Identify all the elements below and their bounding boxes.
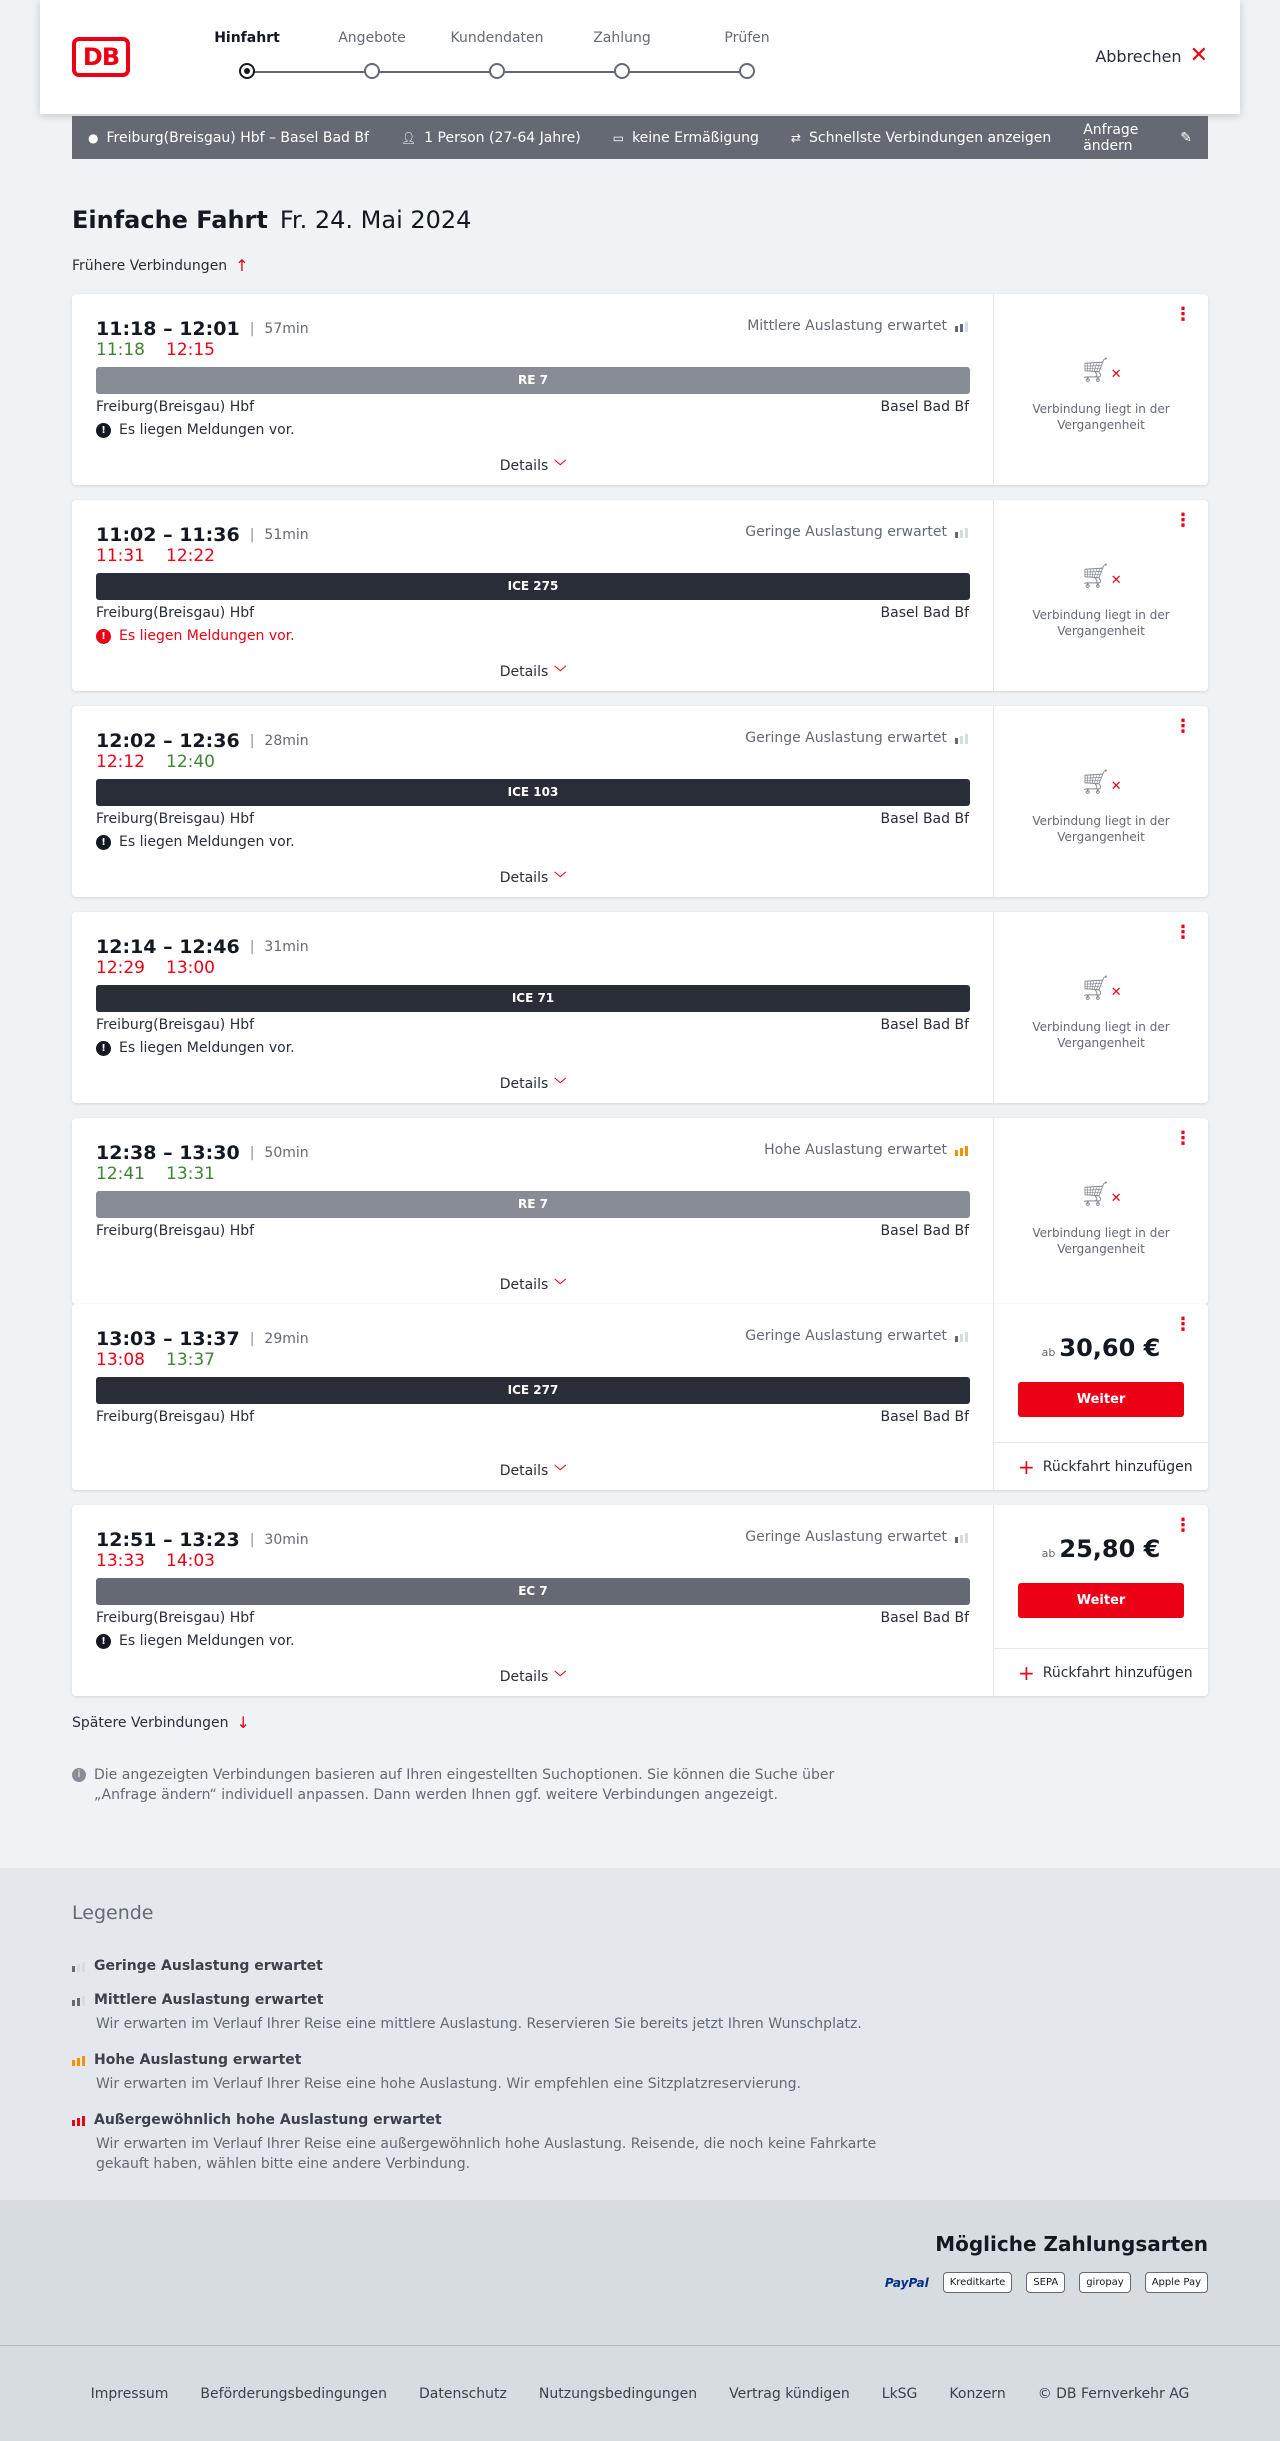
past-connection-notice bbox=[994, 974, 1208, 1051]
payment-icons bbox=[885, 2272, 1208, 2293]
discount-summary bbox=[613, 130, 759, 146]
legend-description: Wir erwarten im Verlauf Ihrer Reise eine mittlere Auslastung. Reservieren Sie bereits jetzt Ihren Wunschplatz. bbox=[96, 2016, 862, 2032]
realtime-departure: 13:08 bbox=[96, 1350, 145, 1370]
scheduled-times: 12:51 – 13:23 bbox=[96, 1529, 240, 1551]
duration: 28min bbox=[264, 733, 309, 749]
plus-icon: + bbox=[1018, 1454, 1035, 1479]
details-label: Details bbox=[499, 1075, 549, 1092]
person-icon: 👤︎ bbox=[400, 130, 417, 145]
realtime-arrival: 13:31 bbox=[166, 1164, 215, 1184]
arrival-station: Basel Bad Bf bbox=[880, 1610, 969, 1626]
cancel-button[interactable] bbox=[1095, 43, 1208, 68]
legend-title-text: Außergewöhnlich hohe Auslastung erwartet bbox=[94, 2112, 442, 2128]
step-dot bbox=[364, 63, 380, 79]
past-text: Verbindung liegt in der Vergangenheit bbox=[1032, 608, 1170, 638]
details-label: Details bbox=[499, 457, 549, 474]
edit-request-label: Anfrage ändern bbox=[1083, 121, 1139, 154]
price-value: 25,80 € bbox=[1059, 1535, 1161, 1563]
occupancy-text: Geringe Auslastung erwartet bbox=[745, 1529, 947, 1545]
separator: | bbox=[249, 1532, 255, 1548]
cart-unavailable-icon: 🛒︎✕ bbox=[1080, 1180, 1122, 1208]
cart-unavailable-icon: 🛒︎✕ bbox=[1080, 562, 1122, 590]
top-header bbox=[40, 0, 1240, 114]
price bbox=[994, 1535, 1208, 1563]
plus-icon: + bbox=[1018, 1660, 1035, 1685]
details-toggle[interactable] bbox=[72, 1075, 994, 1092]
arrow-up-icon: ↑ bbox=[235, 256, 249, 275]
occupancy-icon bbox=[72, 2114, 86, 2126]
footer-link-befoerderungsbedingungen[interactable]: Beförderungsbedingungen bbox=[200, 2386, 387, 2402]
apple-pay-icon: Apple Pay bbox=[1145, 2272, 1208, 2293]
connection-card bbox=[72, 1118, 1208, 1304]
realtime-arrival: 13:00 bbox=[166, 958, 215, 978]
info-icon: i bbox=[72, 1768, 86, 1782]
connection-details bbox=[72, 294, 994, 485]
message-text: Es liegen Meldungen vor. bbox=[119, 1633, 295, 1649]
occupancy-text: Geringe Auslastung erwartet bbox=[745, 730, 947, 746]
message-text: Es liegen Meldungen vor. bbox=[119, 834, 295, 850]
fastest-summary bbox=[791, 130, 1051, 146]
train-bar[interactable]: ICE 71 bbox=[96, 985, 970, 1012]
offer-panel bbox=[994, 1118, 1208, 1304]
step-kundendaten bbox=[432, 28, 562, 79]
arrival-station: Basel Bad Bf bbox=[880, 1409, 969, 1425]
step-angebote bbox=[307, 28, 437, 79]
persons-summary bbox=[401, 130, 581, 146]
legend-item-title bbox=[72, 2052, 892, 2068]
message-text: Es liegen Meldungen vor. bbox=[119, 1040, 295, 1056]
more-options-icon[interactable]: ⋮ bbox=[1174, 922, 1192, 943]
step-label: Kundendaten bbox=[450, 30, 544, 46]
occupancy-text: Geringe Auslastung erwartet bbox=[745, 524, 947, 540]
departure-station: Freiburg(Breisgau) Hbf bbox=[96, 399, 255, 415]
past-connection-notice bbox=[994, 1180, 1208, 1257]
search-info-note bbox=[72, 1765, 852, 1805]
scheduled-times: 12:14 – 12:46 bbox=[96, 936, 240, 958]
message-text: Es liegen Meldungen vor. bbox=[119, 422, 295, 438]
paypal-icon: PayPal bbox=[884, 2275, 929, 2290]
legend-item bbox=[72, 2052, 892, 2094]
more-options-icon[interactable]: ⋮ bbox=[1174, 1314, 1192, 1335]
offer-panel bbox=[994, 1505, 1208, 1696]
realtime-times bbox=[96, 340, 215, 360]
departure-station: Freiburg(Breisgau) Hbf bbox=[96, 605, 255, 621]
realtime-times bbox=[96, 1164, 215, 1184]
connection-card bbox=[72, 294, 1208, 485]
details-label: Details bbox=[499, 869, 549, 886]
progress-stepper bbox=[182, 28, 770, 88]
later-connections-link[interactable] bbox=[72, 1713, 250, 1732]
duration: 50min bbox=[264, 1145, 309, 1161]
offer-panel bbox=[994, 500, 1208, 691]
more-options-icon[interactable]: ⋮ bbox=[1174, 304, 1192, 325]
realtime-times bbox=[96, 546, 215, 566]
footer bbox=[0, 2345, 1280, 2441]
alert-icon: ! bbox=[96, 1041, 111, 1056]
footer-link-lksg[interactable]: LkSG bbox=[881, 2386, 918, 2402]
edit-request-button[interactable] bbox=[1083, 122, 1192, 154]
message-text: Es liegen Meldungen vor. bbox=[119, 628, 295, 644]
occupancy-icon bbox=[955, 1531, 969, 1543]
details-toggle[interactable] bbox=[72, 869, 994, 886]
earlier-connections-link[interactable] bbox=[72, 256, 249, 275]
realtime-departure: 12:41 bbox=[96, 1164, 145, 1184]
duration: 51min bbox=[264, 527, 309, 543]
more-options-icon[interactable]: ⋮ bbox=[1174, 510, 1192, 531]
train-bar[interactable]: ICE 103 bbox=[96, 779, 970, 806]
add-return-trip-button[interactable] bbox=[994, 1648, 1208, 1696]
separator: | bbox=[249, 1331, 255, 1347]
connection-card bbox=[72, 706, 1208, 897]
chevron-down-icon: ﹀ bbox=[554, 1278, 567, 1292]
train-bar[interactable]: RE 7 bbox=[96, 1191, 970, 1218]
arrow-down-icon: ↓ bbox=[236, 1713, 250, 1732]
realtime-departure: 11:18 bbox=[96, 340, 145, 360]
realtime-times bbox=[96, 958, 215, 978]
occupancy-text: Mittlere Auslastung erwartet bbox=[747, 318, 947, 334]
step-label: Prüfen bbox=[724, 30, 770, 46]
sepa-icon: SEPA bbox=[1026, 2272, 1065, 2293]
realtime-departure: 11:31 bbox=[96, 546, 145, 566]
connection-details bbox=[72, 1118, 994, 1304]
offer-panel bbox=[994, 294, 1208, 485]
legend-title-text: Mittlere Auslastung erwartet bbox=[94, 1992, 324, 2008]
occupancy-icon bbox=[72, 1960, 86, 1972]
info-text: Die angezeigten Verbindungen basieren auf Ihren eingestellten Suchoptionen. Sie können die Suche über „Anfrage ändern“ individuell anpassen. Dann werden Ihnen ggf. weitere Verbindungen angezeigt. bbox=[94, 1767, 835, 1803]
duration: 29min bbox=[264, 1331, 309, 1347]
train-bar[interactable]: EC 7 bbox=[96, 1578, 970, 1605]
scheduled-times: 12:38 – 13:30 bbox=[96, 1142, 240, 1164]
occupancy-indicator bbox=[745, 730, 969, 746]
earlier-label: Frühere Verbindungen bbox=[72, 257, 228, 274]
separator: | bbox=[249, 527, 255, 543]
details-toggle[interactable] bbox=[72, 457, 994, 474]
message-notice bbox=[96, 1040, 295, 1056]
legend-item bbox=[72, 2112, 892, 2174]
occupancy-icon bbox=[955, 526, 969, 538]
connection-details bbox=[72, 1505, 994, 1696]
step-label: Zahlung bbox=[593, 30, 651, 46]
chevron-down-icon: ﹀ bbox=[554, 871, 567, 885]
past-connection-notice bbox=[994, 768, 1208, 845]
legend-item-title bbox=[72, 2112, 892, 2128]
separator: | bbox=[249, 733, 255, 749]
footer-link-vertrag-kuendigen[interactable]: Vertrag kündigen bbox=[729, 2386, 850, 2402]
step-label: Hinfahrt bbox=[214, 30, 280, 46]
occupancy-icon bbox=[72, 2054, 86, 2066]
train-bar[interactable]: RE 7 bbox=[96, 367, 970, 394]
past-text: Verbindung liegt in der Vergangenheit bbox=[1032, 1226, 1170, 1256]
alert-icon: ! bbox=[96, 835, 111, 850]
legend-item bbox=[72, 1992, 892, 2034]
duration: 57min bbox=[264, 321, 309, 337]
route-summary bbox=[88, 130, 369, 146]
message-notice bbox=[96, 834, 295, 850]
discount-text: keine Ermäßigung bbox=[632, 129, 759, 146]
footer-link-datenschutz[interactable]: Datenschutz bbox=[418, 2386, 507, 2402]
offer-panel bbox=[994, 912, 1208, 1103]
step-pruefen bbox=[682, 28, 812, 79]
duration: 30min bbox=[264, 1532, 309, 1548]
offer-panel bbox=[994, 706, 1208, 897]
add-return-trip-button[interactable] bbox=[994, 1442, 1208, 1490]
step-dot bbox=[739, 63, 755, 79]
chevron-down-icon: ﹀ bbox=[554, 1464, 567, 1478]
alert-icon: ! bbox=[96, 423, 111, 438]
more-options-icon[interactable]: ⋮ bbox=[1174, 1128, 1192, 1149]
cart-unavailable-icon: 🛒︎✕ bbox=[1080, 356, 1122, 384]
realtime-departure: 13:33 bbox=[96, 1551, 145, 1571]
legend-description: Wir erwarten im Verlauf Ihrer Reise eine außergewöhnlich hohe Auslastung. Reisende, die noch keine Fahrkarte gekauft haben, wählen bitte eine andere Verbindung. bbox=[96, 2136, 877, 2172]
cancel-label: Abbrechen bbox=[1095, 46, 1182, 66]
scheduled-times: 12:02 – 12:36 bbox=[96, 730, 240, 752]
arrival-station: Basel Bad Bf bbox=[880, 399, 969, 415]
continue-button[interactable]: Weiter bbox=[1018, 1382, 1184, 1417]
separator: | bbox=[249, 939, 255, 955]
connection-times bbox=[96, 1529, 309, 1551]
chevron-down-icon: ﹀ bbox=[554, 1077, 567, 1091]
occupancy-indicator bbox=[745, 1328, 969, 1344]
realtime-arrival: 13:37 bbox=[166, 1350, 215, 1370]
step-dot bbox=[614, 63, 630, 79]
departure-station: Freiburg(Breisgau) Hbf bbox=[96, 1610, 255, 1626]
price-value: 30,60 € bbox=[1059, 1334, 1161, 1362]
chevron-down-icon: ﹀ bbox=[554, 1670, 567, 1684]
departure-station: Freiburg(Breisgau) Hbf bbox=[96, 1223, 255, 1239]
step-label: Angebote bbox=[338, 30, 406, 46]
search-summary-bar bbox=[72, 116, 1208, 159]
connection-times bbox=[96, 1142, 309, 1164]
past-connection-notice bbox=[994, 356, 1208, 433]
footer-link-konzern[interactable]: Konzern bbox=[949, 2386, 1006, 2402]
departure-station: Freiburg(Breisgau) Hbf bbox=[96, 1017, 255, 1033]
legend-item bbox=[72, 1958, 892, 1974]
realtime-arrival: 12:40 bbox=[166, 752, 215, 772]
step-dot bbox=[239, 63, 255, 79]
connection-times bbox=[96, 936, 309, 958]
legend-item-title bbox=[72, 1958, 892, 1974]
cart-unavailable-icon: 🛒︎✕ bbox=[1080, 768, 1122, 796]
details-label: Details bbox=[499, 663, 549, 680]
separator: | bbox=[249, 321, 255, 337]
scheduled-times: 13:03 – 13:37 bbox=[96, 1328, 240, 1350]
separator: | bbox=[249, 1145, 255, 1161]
continue-button[interactable]: Weiter bbox=[1018, 1583, 1184, 1618]
occupancy-icon bbox=[955, 732, 969, 744]
details-toggle[interactable] bbox=[72, 1462, 994, 1479]
past-connection-notice bbox=[994, 562, 1208, 639]
add-return-label: Rückfahrt hinzufügen bbox=[1042, 1458, 1193, 1475]
details-toggle[interactable] bbox=[72, 1668, 994, 1685]
realtime-arrival: 12:22 bbox=[166, 546, 215, 566]
connection-details bbox=[72, 912, 994, 1103]
past-text: Verbindung liegt in der Vergangenheit bbox=[1032, 402, 1170, 432]
occupancy-indicator bbox=[745, 524, 969, 540]
offer-panel bbox=[994, 1304, 1208, 1490]
fastest-text: Schnellste Verbindungen anzeigen bbox=[808, 129, 1052, 146]
card-icon: ▭ bbox=[612, 130, 625, 145]
connection-details bbox=[72, 500, 994, 691]
later-label: Spätere Verbindungen bbox=[72, 1714, 229, 1731]
occupancy-icon bbox=[955, 1144, 969, 1156]
route-text: Freiburg(Breisgau) Hbf – Basel Bad Bf bbox=[106, 129, 369, 146]
connection-details bbox=[72, 706, 994, 897]
legend-item-title bbox=[72, 1992, 892, 2008]
legend-section bbox=[0, 1868, 1280, 2200]
message-notice bbox=[96, 422, 295, 438]
realtime-times bbox=[96, 1350, 215, 1370]
payment-title: Mögliche Zahlungsarten bbox=[935, 2232, 1208, 2256]
details-toggle[interactable] bbox=[72, 663, 994, 680]
footer-link-nutzungsbedingungen[interactable]: Nutzungsbedingungen bbox=[538, 2386, 698, 2402]
add-return-label: Rückfahrt hinzufügen bbox=[1042, 1664, 1193, 1681]
details-label: Details bbox=[499, 1276, 549, 1293]
legend-description: Wir erwarten im Verlauf Ihrer Reise eine hohe Auslastung. Wir empfehlen eine Sitzplatzreservierung. bbox=[96, 2076, 801, 2092]
connection-details bbox=[72, 1304, 994, 1490]
occupancy-indicator bbox=[745, 1529, 969, 1545]
chevron-down-icon: ﹀ bbox=[554, 665, 567, 679]
price-prefix: ab bbox=[1041, 1547, 1056, 1560]
departure-station: Freiburg(Breisgau) Hbf bbox=[96, 811, 255, 827]
legend-title-text: Hohe Auslastung erwartet bbox=[94, 2052, 302, 2068]
occupancy-icon bbox=[955, 320, 969, 332]
scheduled-times: 11:02 – 11:36 bbox=[96, 524, 240, 546]
location-pin-icon: ● bbox=[88, 130, 99, 145]
realtime-times bbox=[96, 752, 215, 772]
realtime-departure: 12:12 bbox=[96, 752, 145, 772]
persons-text: 1 Person (27-64 Jahre) bbox=[424, 129, 581, 146]
realtime-arrival: 12:15 bbox=[166, 340, 215, 360]
swap-arrows-icon: ⇄ bbox=[790, 130, 801, 145]
arrival-station: Basel Bad Bf bbox=[880, 1017, 969, 1033]
cart-unavailable-icon: 🛒︎✕ bbox=[1080, 974, 1122, 1002]
step-dot bbox=[489, 63, 505, 79]
arrival-station: Basel Bad Bf bbox=[880, 605, 969, 621]
realtime-arrival: 14:03 bbox=[166, 1551, 215, 1571]
occupancy-indicator bbox=[764, 1142, 969, 1158]
price-prefix: ab bbox=[1041, 1346, 1056, 1359]
connection-card bbox=[72, 1304, 1208, 1490]
message-notice bbox=[96, 628, 295, 644]
footer-links bbox=[0, 2386, 1280, 2402]
more-options-icon[interactable]: ⋮ bbox=[1174, 716, 1192, 737]
occupancy-indicator bbox=[747, 318, 969, 334]
connection-card bbox=[72, 1505, 1208, 1696]
past-text: Verbindung liegt in der Vergangenheit bbox=[1032, 1020, 1170, 1050]
step-zahlung bbox=[557, 28, 687, 79]
price bbox=[994, 1334, 1208, 1362]
alert-icon: ! bbox=[96, 629, 111, 644]
page-title bbox=[72, 206, 471, 234]
connection-card bbox=[72, 500, 1208, 691]
close-icon: ✕ bbox=[1189, 43, 1208, 68]
more-options-icon[interactable]: ⋮ bbox=[1174, 1515, 1192, 1536]
realtime-departure: 12:29 bbox=[96, 958, 145, 978]
past-text: Verbindung liegt in der Vergangenheit bbox=[1032, 814, 1170, 844]
footer-copyright: © DB Fernverkehr AG bbox=[1037, 2386, 1190, 2402]
trip-type: Einfache Fahrt bbox=[72, 206, 268, 234]
arrival-station: Basel Bad Bf bbox=[880, 811, 969, 827]
alert-icon: ! bbox=[96, 1634, 111, 1649]
occupancy-text: Geringe Auslastung erwartet bbox=[745, 1328, 947, 1344]
legend-title: Legende bbox=[72, 1902, 154, 1924]
connection-times bbox=[96, 1328, 309, 1350]
occupancy-icon bbox=[72, 1994, 86, 2006]
details-toggle[interactable] bbox=[72, 1276, 994, 1293]
duration: 31min bbox=[264, 939, 309, 955]
connection-times bbox=[96, 730, 309, 752]
connection-times bbox=[96, 524, 309, 546]
scheduled-times: 11:18 – 12:01 bbox=[96, 318, 240, 340]
pencil-icon: ✎ bbox=[1180, 129, 1192, 146]
train-bar[interactable]: ICE 275 bbox=[96, 573, 970, 600]
realtime-times bbox=[96, 1551, 215, 1571]
chevron-down-icon: ﹀ bbox=[554, 459, 567, 473]
connection-times bbox=[96, 318, 309, 340]
legend-title-text: Geringe Auslastung erwartet bbox=[94, 1958, 323, 1974]
trip-date: Fr. 24. Mai 2024 bbox=[279, 206, 472, 234]
giropay-icon: giropay bbox=[1079, 2272, 1131, 2293]
train-bar[interactable]: ICE 277 bbox=[96, 1377, 970, 1404]
db-logo[interactable]: DB bbox=[72, 37, 130, 77]
credit-card-icon: Kreditkarte bbox=[943, 2272, 1013, 2293]
payment-section bbox=[0, 2200, 1280, 2345]
occupancy-text: Hohe Auslastung erwartet bbox=[764, 1142, 947, 1158]
message-notice bbox=[96, 1633, 295, 1649]
step-hinfahrt bbox=[182, 28, 312, 79]
connection-card bbox=[72, 912, 1208, 1103]
details-label: Details bbox=[499, 1462, 549, 1479]
arrival-station: Basel Bad Bf bbox=[880, 1223, 969, 1239]
departure-station: Freiburg(Breisgau) Hbf bbox=[96, 1409, 255, 1425]
occupancy-icon bbox=[955, 1330, 969, 1342]
footer-link-impressum[interactable]: Impressum bbox=[90, 2386, 169, 2402]
details-label: Details bbox=[499, 1668, 549, 1685]
